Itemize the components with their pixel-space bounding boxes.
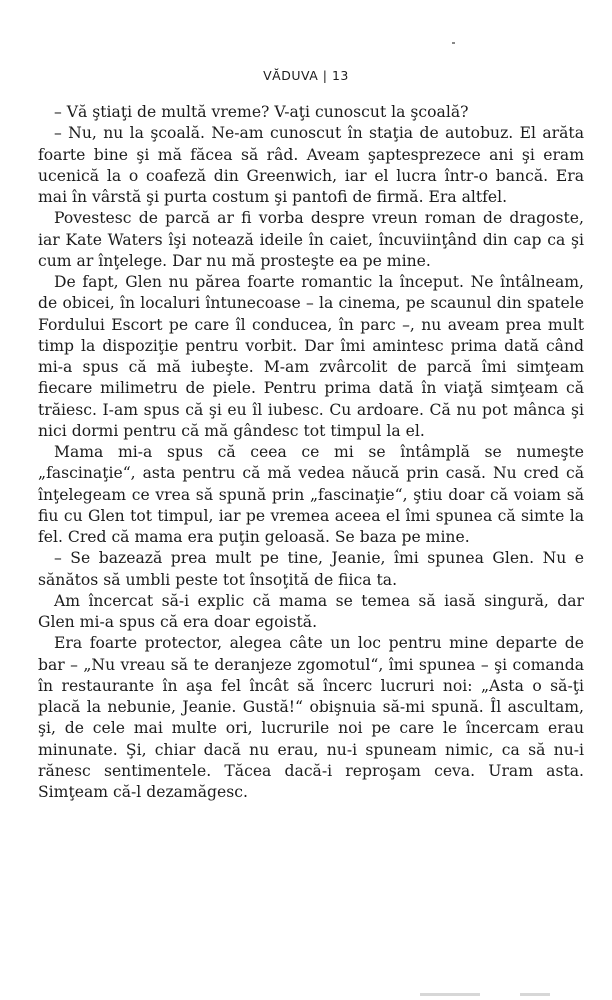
paragraph: Mama mi-a spus că ceea ce mi se întâmplă se numeşte „fascinaţie“, asta pentru că mă vedea năucă prin casă. Nu cred că înţelegeam ce vrea să spună prin „fascinaţie“, ştiu doar că voiam să fiu cu Glen tot timpul, iar pe vremea aceea el îmi spunea că simte la fel. Cred că mama era puţin geloasă. Se baza pe mine.: [38, 443, 584, 546]
scan-artifact: [420, 993, 480, 996]
running-header: VĂDUVA | 13: [263, 68, 349, 83]
paragraph: – Se bazează prea mult pe tine, Jeanie, îmi spunea Glen. Nu e sănătos să umbli peste tot însoţită de fiica ta.: [38, 549, 584, 589]
paragraph: – Nu, nu la şcoală. Ne-am cunoscut în staţia de autobuz. El arăta foarte bine şi mă făcea să râd. Aveam şaptesprezece ani şi eram ucenică la o coafeză din Greenwich, iar el lucra într-o bancă. Era mai în vârstă şi purta costum şi pantofi de firmă. Era altfel.: [38, 124, 584, 206]
paragraph: De fapt, Glen nu părea foarte romantic la început. Ne întâlneam, de obicei, în localuri întunecoase – la cinema, pe scaunul din spatele Fordului Escort pe care îl conducea, în parc –, nu aveam prea mult timp la dispoziţie pentru vorbit. Dar îmi amintesc prima dată când mi-a spus că mă iubeşte. M-am zvârcolit de parcă îmi simţeam fiecare milimetru de piele. Pentru prima dată în viaţă simţeam că trăiesc. I-am spus că şi eu îl iubesc. Cu ardoare. Că nu pot mânca şi nici dormi pentru că mă gândesc tot timpul la el.: [38, 273, 584, 440]
paragraph: Povestesc de parcă ar fi vorba despre vreun roman de dragoste, iar Kate Waters îşi notează ideile în caiet, încuviinţând din cap ca şi cum ar înţelege. Dar nu mă prosteşte ea pe mine.: [38, 209, 584, 270]
paragraph: Am încercat să-i explic că mama se temea să iasă singură, dar Glen mi-a spus că era doar egoistă.: [38, 591, 584, 631]
scan-artifact: [520, 993, 550, 996]
paragraph: Era foarte protector, alegea câte un loc pentru mine departe de bar – „Nu vreau să te deranjeze zgomotul“, îmi spunea – şi comanda în restaurante în aşa fel încât să încerc lucruri noi: „Asta o să-ţi placă la nebunie, Jeanie. Gustă!“ obişnuia să-mi spună. Îl ascultam, şi, de cele mai multe ori, lucrurile noi pe care le încercam erau minunate. Şi, chiar dacă nu erau, nu-i spuneam nimic, ca să nu-i rănesc sentimentele. Tăcea dacă-i reproşam ceva. Uram asta. Simţeam că-l dezamăgesc.: [38, 634, 584, 801]
scan-speck: [452, 42, 455, 44]
body-text: [38, 102, 584, 803]
paragraph: – Vă ştiaţi de multă vreme? V-aţi cunoscut la şcoală?: [54, 103, 469, 121]
